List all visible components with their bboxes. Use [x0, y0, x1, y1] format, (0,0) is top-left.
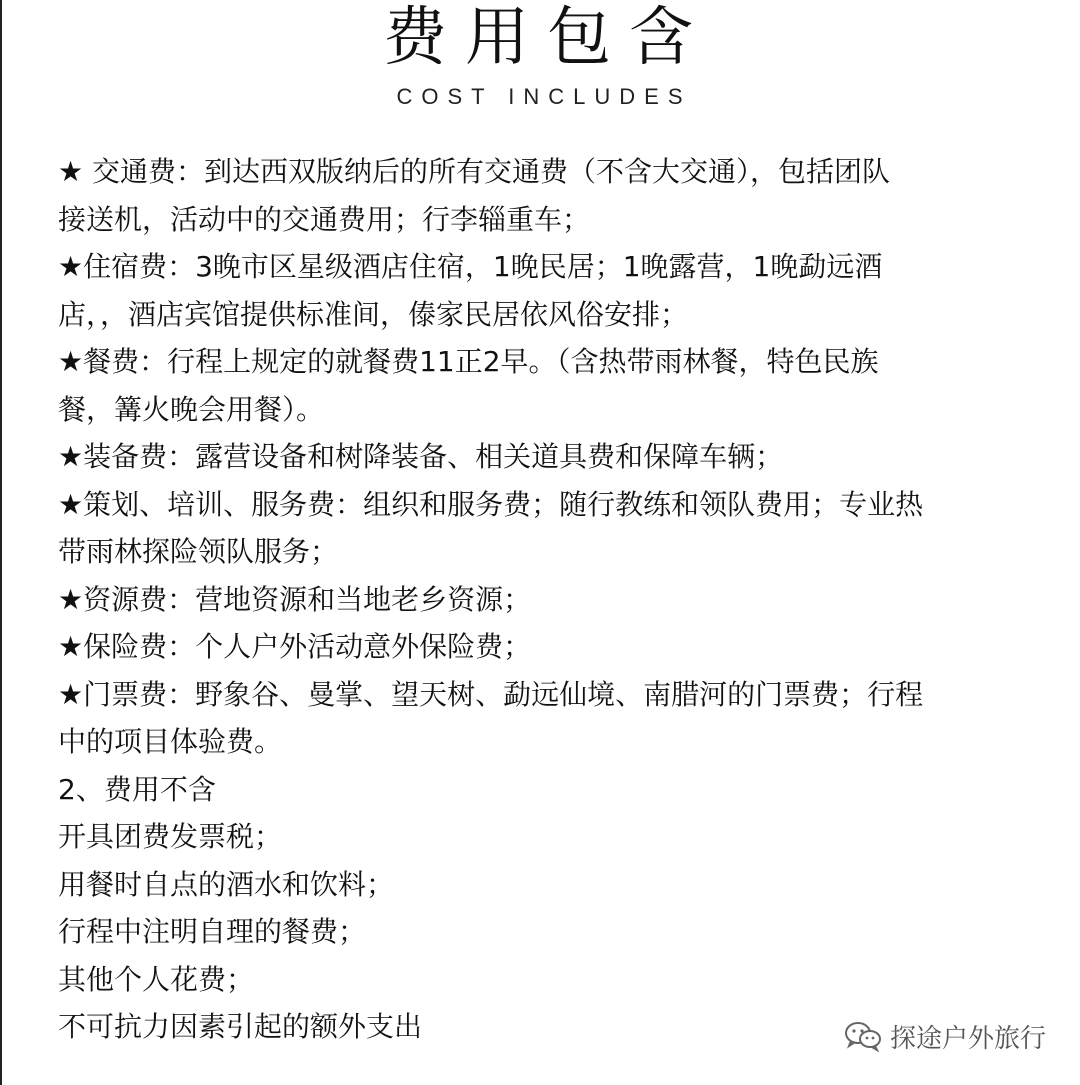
- text-line: 接送机，活动中的交通费用；行李辎重车；: [58, 202, 591, 236]
- text-line: ★资源费：营地资源和当地老乡资源；: [58, 582, 532, 616]
- text-line: ★保险费：个人户外活动意外保险费；: [58, 630, 532, 663]
- text-line: 中的项目体验费。: [58, 725, 283, 758]
- watermark-text: 探途户外旅行: [889, 1023, 1046, 1054]
- text-line: ★门票费：野象谷、曼掌、望天树、勐远仙境、南腊河的门票费；行程: [58, 677, 924, 711]
- text-line: ★餐费：行程上规定的就餐费11正2早。（含热带雨林餐，特色民族: [58, 345, 879, 378]
- text-line: 不可抗力因素引起的额外支出: [58, 1010, 423, 1043]
- text-line: ★住宿费：3晚市区星级酒店住宿，1晚民居；1晚露营，1晚勐远酒: [58, 250, 883, 283]
- page-subtitle: COST INCLUDES: [396, 84, 692, 109]
- section-heading: 2、费用不含: [58, 772, 216, 806]
- text-line: 用餐时自点的酒水和饮料；: [58, 867, 395, 901]
- watermark: [844, 1016, 1046, 1056]
- text-line: 其他个人花费；: [58, 962, 255, 996]
- text-line: 店，，酒店宾馆提供标准间，傣家民居依风俗安排；: [58, 297, 689, 331]
- text-line: 行程中注明自理的餐费；: [58, 915, 367, 948]
- page-title: 费用包含: [383, 1, 711, 75]
- text-line: ★策划、培训、服务费：组织和服务费；随行教练和领队费用；专业热: [58, 487, 924, 521]
- left-border: [0, 0, 2, 1085]
- content-body: [58, 148, 1018, 1051]
- wechat-icon: [844, 1020, 882, 1052]
- text-line: 带雨林探险领队服务；: [58, 535, 339, 568]
- text-line: ★装备费：露营设备和树降装备、相关道具费和保障车辆；: [58, 440, 784, 473]
- text-line: ★ 交通费：到达西双版纳后的所有交通费（不含大交通），包括团队: [58, 155, 891, 188]
- text-line: 开具团费发票税；: [58, 820, 283, 853]
- text-line: 餐，篝火晚会用餐）。: [58, 392, 325, 426]
